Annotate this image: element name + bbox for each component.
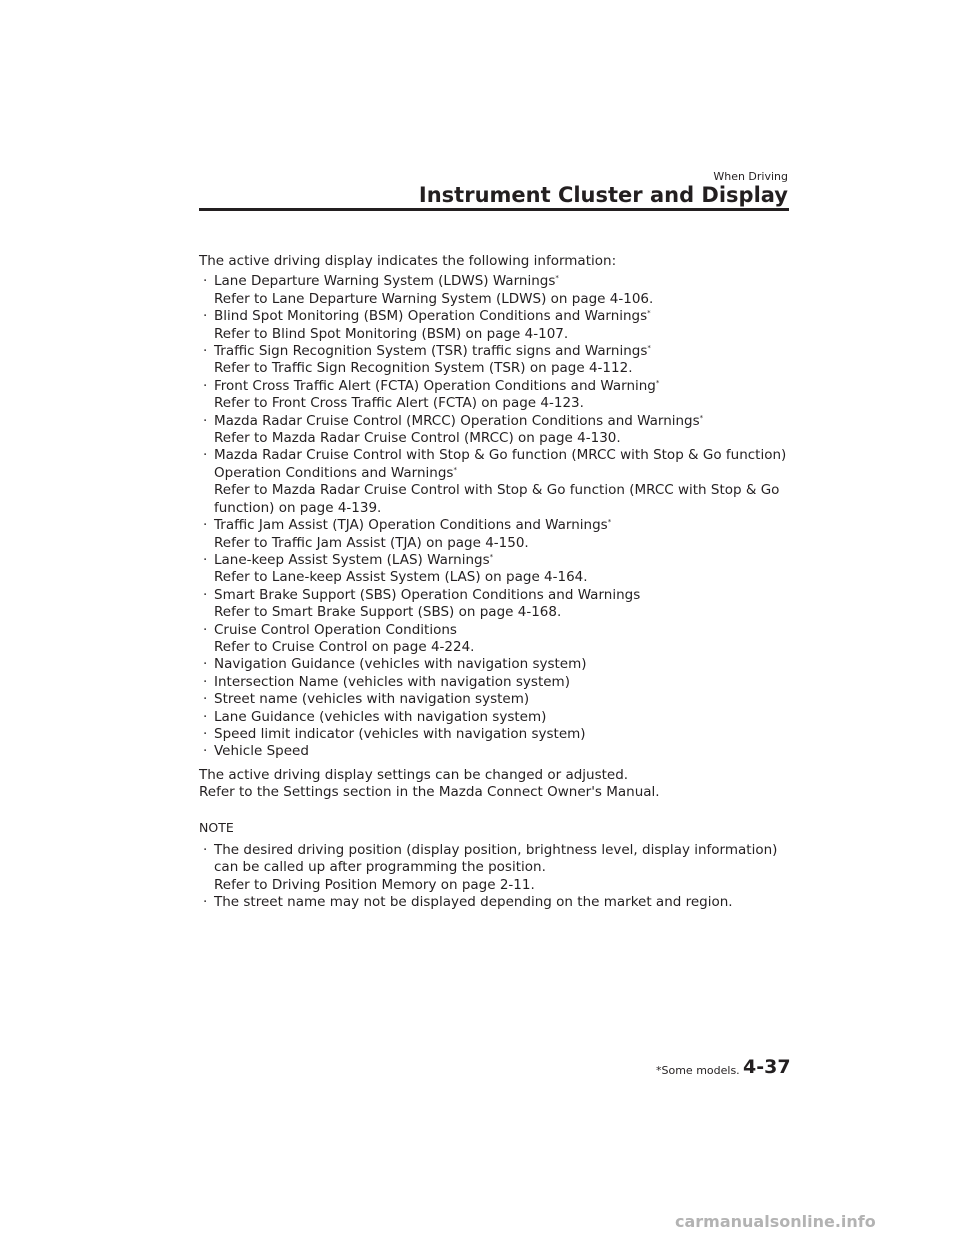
note-item [199,842,799,894]
asterisk-mark: * [607,518,612,527]
asterisk-mark: * [647,309,651,318]
settings-paragraph [199,767,799,802]
info-list [199,273,799,760]
asterisk-mark: * [699,413,704,422]
list-item [199,308,799,343]
page-body [199,253,799,912]
item-reference: Refer to Lane Departure Warning System (LDWS) on page 4-106. [214,290,654,307]
item-text: Street name (vehicles with navigation system) [214,691,530,708]
list-item [199,674,799,691]
asterisk-mark: * [647,344,651,353]
list-item [199,273,799,308]
item-text: Navigation Guidance (vehicles with navigation system) [214,656,587,673]
section-label: When Driving [713,170,788,183]
item-reference: Refer to Traffic Jam Assist (TJA) on page 4-150. [214,534,529,551]
list-item [199,378,799,413]
list-item [199,726,799,743]
list-item [199,552,799,587]
item-text: Intersection Name (vehicles with navigation system) [214,673,570,690]
note-heading: NOTE [199,819,234,835]
item-reference: Refer to Smart Brake Support (SBS) on page 4-168. [214,604,562,621]
note-item [199,894,799,911]
footnote: *Some models. [656,1064,740,1077]
item-reference: Refer to Blind Spot Monitoring (BSM) on page 4-107. [214,325,569,342]
item-text: Speed limit indicator (vehicles with navigation system) [214,725,586,742]
watermark: carmanualsonline.info [675,1212,876,1231]
settings-line-2: Refer to the Settings section in the Mazda Connect Owner's Manual. [199,784,660,801]
item-reference: Refer to Traffic Sign Recognition System (TSR) on page 4-112. [214,360,633,377]
item-reference: Refer to Lane-keep Assist System (LAS) on page 4-164. [214,569,588,586]
note-text: The street name may not be displayed depending on the market and region. [214,894,733,911]
intro-text: The active driving display indicates the following information: [199,253,617,269]
note-list [199,842,799,912]
list-item [199,709,799,726]
list-item [199,413,799,448]
item-text: Mazda Radar Cruise Control (MRCC) Operation Conditions and Warnings [214,412,700,429]
item-reference: Refer to Mazda Radar Cruise Control (MRCC) on page 4-130. [214,430,621,447]
asterisk-mark: * [555,274,559,283]
item-text: Lane Departure Warning System (LDWS) Warnings [214,273,556,290]
item-reference: Refer to Cruise Control on page 4-224. [214,638,475,655]
list-item [199,622,799,657]
item-text: Traffic Sign Recognition System (TSR) traffic signs and Warnings [214,343,648,360]
item-reference: Refer to Mazda Radar Cruise Control with Stop & Go function (MRCC with Stop & Go function) on page 4-139. [214,482,780,516]
list-item [199,691,799,708]
list-item [199,343,799,378]
list-item [199,587,799,622]
item-text: Cruise Control Operation Conditions [214,621,457,638]
settings-line-1: The active driving display settings can be changed or adjusted. [199,766,629,783]
asterisk-mark: * [655,378,660,387]
list-item [199,656,799,673]
item-text: Front Cross Traffic Alert (FCTA) Operation Conditions and Warning [214,377,656,394]
asterisk-mark: * [453,465,457,474]
asterisk-mark: * [489,552,494,561]
list-item [199,447,799,517]
item-reference: Refer to Front Cross Traffic Alert (FCTA) on page 4-123. [214,395,584,412]
note-text: The desired driving position (display position, brightness level, display information) can be called up after programming the position. [214,842,778,876]
header-divider [199,208,789,211]
note-reference: Refer to Driving Position Memory on page 2-11. [214,876,535,893]
page-number: 4-37 [743,1056,791,1078]
item-text: Smart Brake Support (SBS) Operation Conditions and Warnings [214,586,641,603]
list-item [199,743,799,760]
item-text: Mazda Radar Cruise Control with Stop & Go function (MRCC with Stop & Go function) Operation Conditions and Warnings [214,447,787,481]
item-text: Traffic Jam Assist (TJA) Operation Conditions and Warnings [214,517,608,534]
item-text: Lane-keep Assist System (LAS) Warnings [214,551,490,568]
item-text: Vehicle Speed [214,743,309,760]
item-text: Blind Spot Monitoring (BSM) Operation Conditions and Warnings [214,308,648,325]
list-item [199,517,799,552]
page-title: Instrument Cluster and Display [418,183,788,207]
item-text: Lane Guidance (vehicles with navigation system) [214,708,547,725]
